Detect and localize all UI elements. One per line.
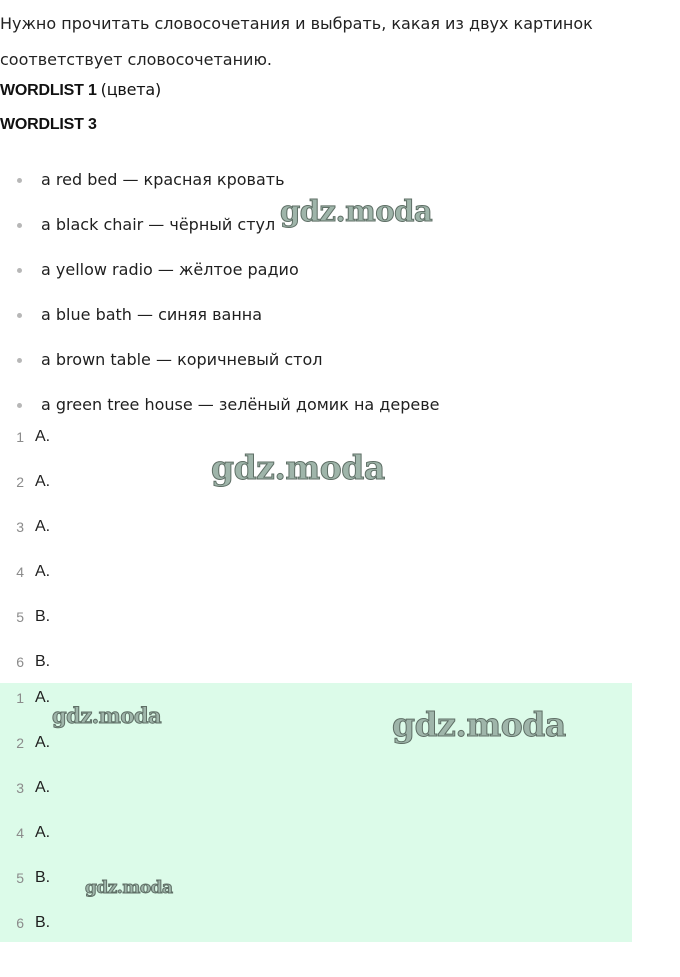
bullet-icon bbox=[17, 403, 22, 408]
answer-value: B. bbox=[35, 869, 51, 886]
watermark: gdz.moda bbox=[52, 703, 162, 728]
answer-value: B. bbox=[35, 914, 51, 931]
phrase-text: a blue bath — синяя ванна bbox=[41, 305, 263, 324]
answer-row bbox=[0, 602, 632, 647]
phrase-text: a brown table — коричневый стол bbox=[41, 350, 323, 369]
answer-number: 5 bbox=[16, 609, 24, 625]
bullet-icon bbox=[17, 223, 22, 228]
answer-value: A. bbox=[35, 473, 51, 490]
bullet-icon bbox=[17, 313, 22, 318]
answer-value: A. bbox=[35, 779, 51, 796]
answer-value: B. bbox=[35, 608, 51, 625]
phrase-text: a red bed — красная кровать bbox=[41, 170, 285, 189]
list-item bbox=[0, 344, 439, 389]
answer-value: A. bbox=[35, 428, 51, 445]
answer-value: A. bbox=[35, 518, 51, 535]
list-item bbox=[0, 299, 439, 344]
answer-value: A. bbox=[35, 563, 51, 580]
watermark: gdz.moda bbox=[392, 705, 566, 744]
answer-number: 4 bbox=[16, 564, 24, 580]
answer-number: 1 bbox=[16, 429, 24, 445]
phrase-text: a green tree house — зелёный домик на дереве bbox=[41, 395, 440, 414]
answer-value: B. bbox=[35, 653, 51, 670]
answer-value: A. bbox=[35, 824, 51, 841]
answer-number: 5 bbox=[16, 870, 24, 886]
watermark: gdz.moda bbox=[85, 878, 173, 898]
answer-number: 6 bbox=[16, 915, 24, 931]
answer-value: A. bbox=[35, 689, 51, 706]
bullet-icon bbox=[17, 178, 22, 183]
answer-number: 3 bbox=[16, 780, 24, 796]
task-description: Нужно прочитать словосочетания и выбрать, какая из двух картинок соответствует словосочетанию. bbox=[0, 14, 593, 69]
answer-number: 2 bbox=[16, 474, 24, 490]
wordlist-1-subtitle: (цвета) bbox=[100, 80, 162, 99]
wordlist-1-heading bbox=[0, 80, 161, 100]
answer-number: 4 bbox=[16, 825, 24, 841]
wordlist-1-title: WORDLIST 1 bbox=[0, 82, 97, 99]
phrase-text: a yellow radio — жёлтое радио bbox=[41, 260, 299, 279]
watermark: gdz.moda bbox=[280, 194, 433, 228]
answer-row bbox=[0, 908, 632, 953]
answer-row bbox=[0, 818, 632, 863]
answer-number: 6 bbox=[16, 654, 24, 670]
answer-row bbox=[0, 557, 632, 602]
list-item bbox=[0, 254, 439, 299]
answer-number: 3 bbox=[16, 519, 24, 535]
bullet-icon bbox=[17, 268, 22, 273]
phrase-text: a black chair — чёрный стул bbox=[41, 215, 276, 234]
answer-row bbox=[0, 773, 632, 818]
answer-value: A. bbox=[35, 734, 51, 751]
answer-number: 1 bbox=[16, 690, 24, 706]
wordlist-3-heading: WORDLIST 3 bbox=[0, 116, 97, 133]
answer-row bbox=[0, 512, 632, 557]
watermark: gdz.moda bbox=[211, 448, 385, 487]
bullet-icon bbox=[17, 358, 22, 363]
answer-number: 2 bbox=[16, 735, 24, 751]
